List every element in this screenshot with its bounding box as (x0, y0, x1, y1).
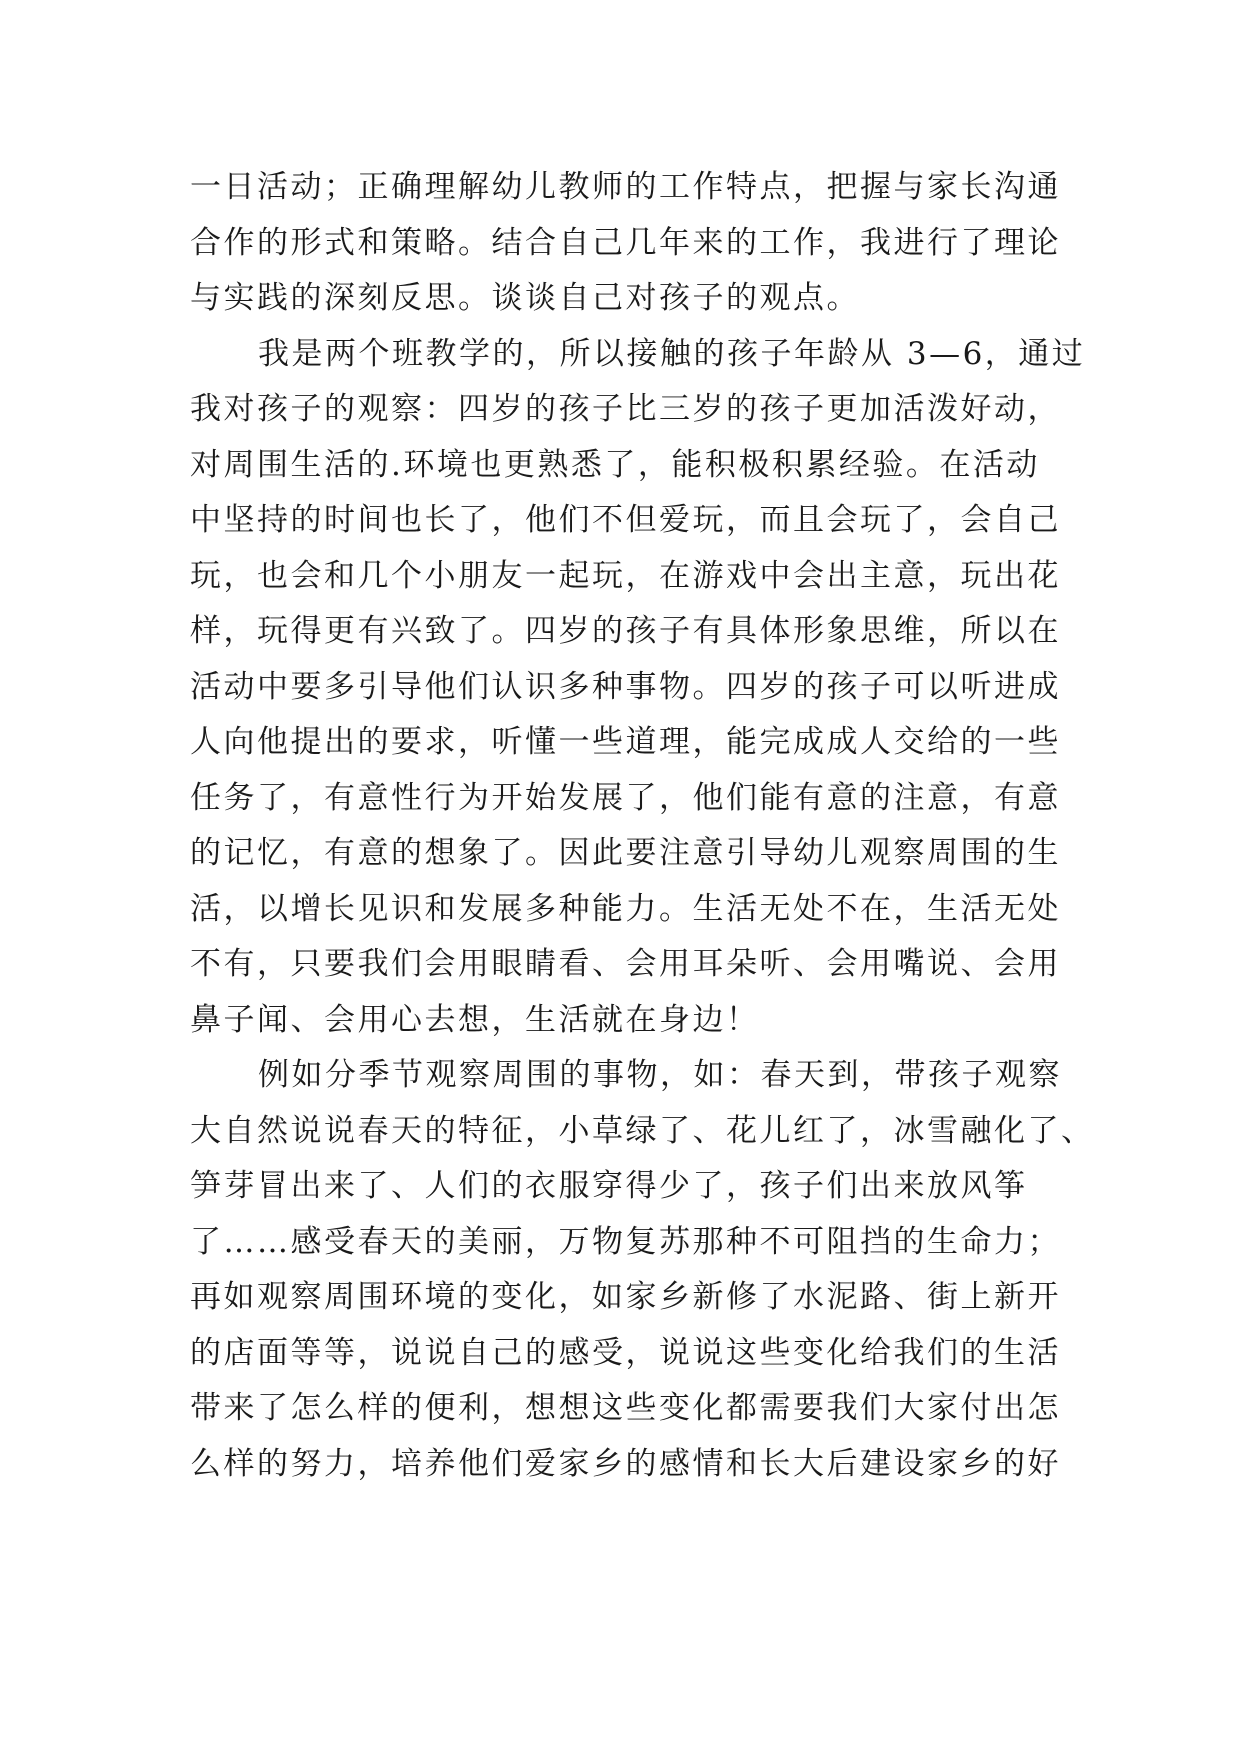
text-line: 合作的形式和策略。结合自己几年来的工作，我进行了理论 (190, 224, 1061, 261)
text-line: 中坚持的时间也长了，他们不但爱玩，而且会玩了，会自己 (190, 502, 1061, 538)
text-line: 了……感受春天的美丽，万物复苏那种不可阻挡的生命力； (190, 1223, 1061, 1260)
paragraph-start-line: 例如分季节观察周围的事物，如：春天到，带孩子观察 (258, 1057, 1062, 1093)
text-line: 鼻子闻、会用心去想，生活就在身边！ (190, 1001, 760, 1038)
text-line: 不有，只要我们会用眼睛看、会用耳朵听、会用嘴说、会用 (190, 946, 1061, 982)
paragraph-start-line: 我是两个班教学的，所以接触的孩子年龄从 3—6，通过 (258, 335, 1086, 372)
text-line: 对周围生活的.环境也更熟悉了，能积极积累经验。在活动 (190, 446, 1040, 483)
text-line: 一日活动；正确理解幼儿教师的工作特点，把握与家长沟通 (190, 169, 1061, 205)
text-line: 的店面等等，说说自己的感受，说说这些变化给我们的生活 (190, 1334, 1061, 1371)
text-line: 玩，也会和几个小朋友一起玩，在游戏中会出主意，玩出花 (190, 557, 1061, 594)
text-line: 的记忆，有意的想象了。因此要注意引导幼儿观察周围的生 (190, 835, 1061, 871)
text-line: 活动中要多引导他们认识多种事物。四岁的孩子可以听进成 (190, 668, 1061, 705)
text-line: 人向他提出的要求，听懂一些道理，能完成成人交给的一些 (190, 724, 1061, 760)
text-line: 大自然说说春天的特征，小草绿了、花儿红了，冰雪融化了、 (190, 1112, 1095, 1149)
text-line: 再如观察周围环境的变化，如家乡新修了水泥路、街上新开 (190, 1279, 1061, 1315)
text-line: 我对孩子的观察：四岁的孩子比三岁的孩子更加活泼好动， (190, 391, 1061, 427)
text-line: 带来了怎么样的便利，想想这些变化都需要我们大家付出怎 (190, 1390, 1061, 1426)
text-line: 任务了，有意性行为开始发展了，他们能有意的注意，有意 (190, 779, 1061, 816)
text-line: 笋芽冒出来了、人们的衣服穿得少了，孩子们出来放风筝 (190, 1168, 1028, 1204)
text-line: 活，以增长见识和发展多种能力。生活无处不在，生活无处 (190, 890, 1061, 927)
text-line: 与实践的深刻反思。谈谈自己对孩子的观点。 (190, 280, 860, 316)
text-line: 样，玩得更有兴致了。四岁的孩子有具体形象思维，所以在 (190, 613, 1061, 649)
body-text (190, 160, 1095, 1492)
text-line: 么样的努力，培养他们爱家乡的感情和长大后建设家乡的好 (190, 1445, 1061, 1482)
